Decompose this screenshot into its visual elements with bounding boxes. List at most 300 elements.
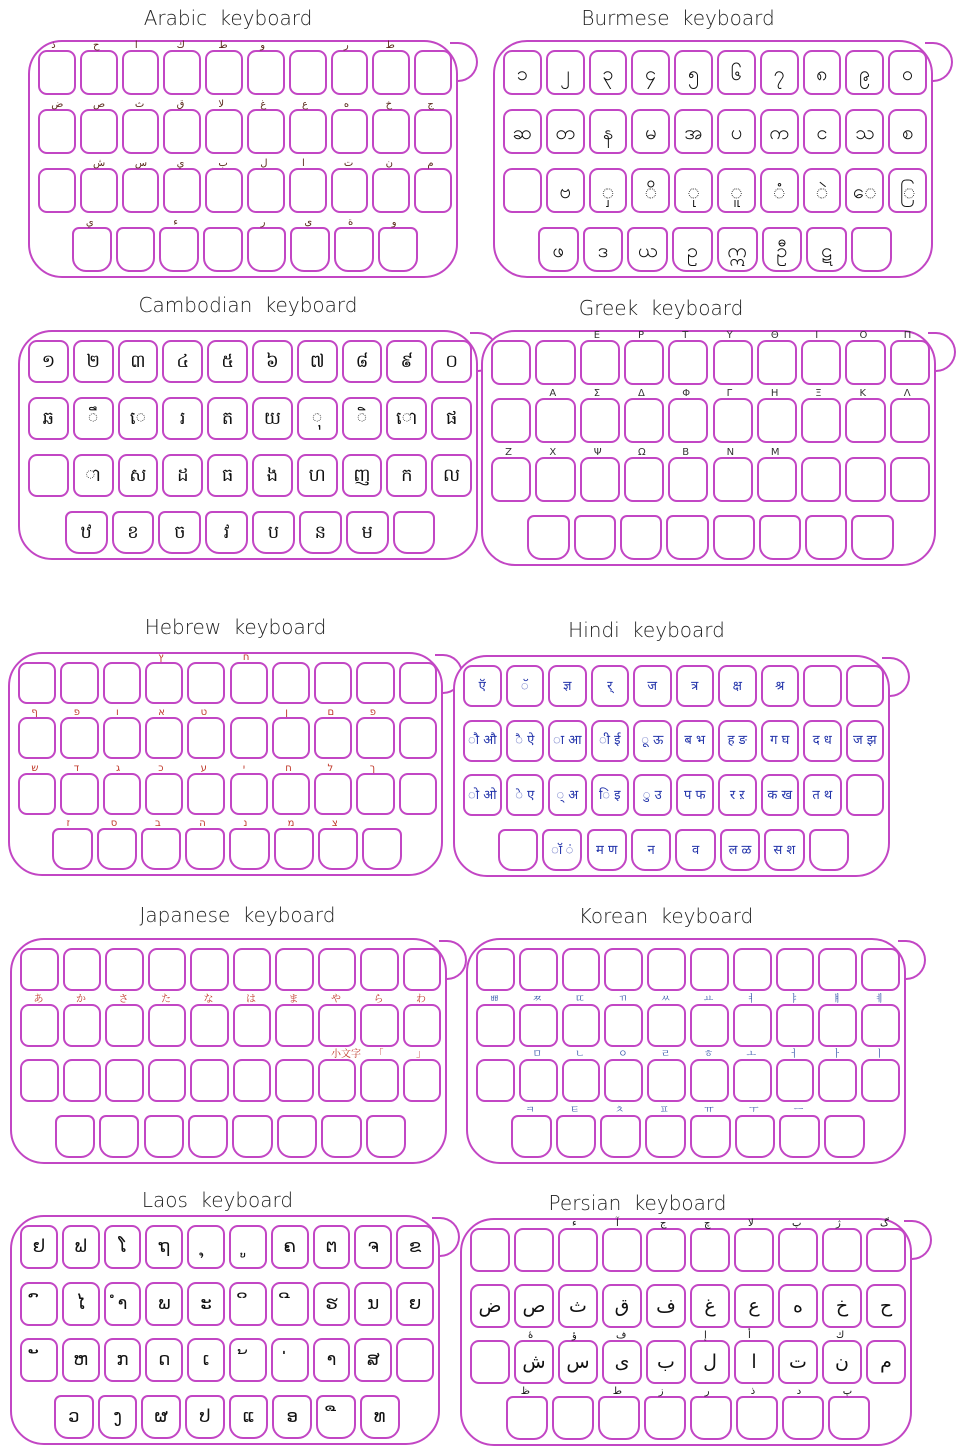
japanese-key-r1-c8[interactable] (318, 948, 357, 991)
hebrew-key-r3-c9[interactable] (356, 773, 394, 815)
korean-key-r1-c8[interactable] (776, 948, 815, 991)
japanese-key-r3-c8[interactable] (318, 1059, 357, 1102)
laos-key-r2-c10[interactable]: ຍ (396, 1282, 434, 1326)
hebrew-key-r3-c8[interactable] (314, 773, 352, 815)
greek-key-r3-c10[interactable] (890, 457, 930, 502)
hebrew-key-r1-c10[interactable] (399, 662, 437, 704)
hebrew-key-r4-c7[interactable] (318, 828, 358, 870)
laos-key-r3-c3[interactable]: ກ (104, 1338, 142, 1382)
laos-key-r4-c4[interactable]: ປ (185, 1395, 225, 1439)
cambodian-key-r1-c9[interactable]: ៩ (386, 340, 427, 383)
greek-key-r4-c8[interactable] (851, 515, 893, 560)
japanese-key-r2-c6[interactable] (233, 1004, 272, 1047)
cambodian-key-r1-c6[interactable]: ៦ (252, 340, 293, 383)
hindi-key-r3-c3[interactable]: ् अ (548, 774, 587, 816)
cambodian-key-r3-c7[interactable]: ហ (297, 454, 338, 497)
laos-key-r3-c8[interactable]: າ (313, 1338, 351, 1382)
arabic-key-r1-c3[interactable] (122, 50, 160, 95)
greek-key-r1-c8[interactable] (801, 340, 841, 385)
korean-key-r2-c7[interactable] (733, 1004, 772, 1047)
arabic-key-r3-c5[interactable] (205, 168, 243, 213)
laos-key-r2-c8[interactable]: ຮ (313, 1282, 351, 1326)
hindi-key-r1-c3[interactable]: ज्ञ (548, 665, 587, 707)
hebrew-key-r2-c1[interactable] (18, 717, 56, 759)
cambodian-key-r4-c7[interactable]: ម (346, 511, 389, 554)
greek-key-r3-c9[interactable] (845, 457, 885, 502)
greek-key-r1-c5[interactable] (668, 340, 708, 385)
arabic-key-r1-c1[interactable] (38, 50, 76, 95)
hebrew-key-r2-c4[interactable] (145, 717, 183, 759)
korean-key-r3-c6[interactable] (690, 1059, 729, 1102)
burmese-key-r2-c9[interactable]: သ (845, 109, 884, 154)
burmese-key-r1-c10[interactable]: ၀ (888, 50, 927, 95)
hindi-key-r1-c6[interactable]: त्र (676, 665, 715, 707)
korean-key-r3-c3[interactable] (562, 1059, 601, 1102)
cambodian-key-r3-c9[interactable]: ក (386, 454, 427, 497)
greek-key-r3-c8[interactable] (801, 457, 841, 502)
burmese-key-r1-c5[interactable]: ၅ (674, 50, 713, 95)
laos-key-r1-c4[interactable]: ຖ (145, 1225, 183, 1269)
korean-key-r2-c1[interactable] (476, 1004, 515, 1047)
japanese-key-r2-c2[interactable] (63, 1004, 102, 1047)
burmese-key-r2-c3[interactable]: န (589, 109, 628, 154)
persian-key-r1-c5[interactable] (646, 1228, 686, 1272)
burmese-key-r4-c7[interactable]: ဋ (806, 227, 847, 272)
persian-key-r4-c4[interactable] (644, 1396, 686, 1440)
japanese-key-r1-c9[interactable] (360, 948, 399, 991)
hindi-key-r2-c3[interactable]: ा आ (548, 720, 587, 762)
laos-key-r1-c3[interactable]: ໂ (104, 1225, 142, 1269)
persian-key-r1-c10[interactable] (866, 1228, 906, 1272)
greek-key-r2-c1[interactable] (491, 398, 531, 443)
greek-key-r1-c9[interactable] (845, 340, 885, 385)
arabic-key-r3-c6[interactable] (247, 168, 285, 213)
hindi-key-r2-c5[interactable]: ू ऊ (633, 720, 672, 762)
laos-key-r2-c9[interactable]: ນ (354, 1282, 392, 1326)
persian-key-r2-c3[interactable]: ث (558, 1284, 598, 1328)
greek-key-r3-c6[interactable] (713, 457, 753, 502)
korean-key-r2-c5[interactable] (647, 1004, 686, 1047)
laos-key-r2-c3[interactable]: ຳ (104, 1282, 142, 1326)
laos-key-r3-c7[interactable] (271, 1338, 309, 1382)
persian-key-r2-c2[interactable]: ص (514, 1284, 554, 1328)
japanese-key-r1-c10[interactable] (403, 948, 442, 991)
japanese-key-r4-c3[interactable] (144, 1115, 184, 1158)
hindi-key-r4-c3[interactable]: म ण (587, 829, 627, 871)
laos-key-r2-c7[interactable] (271, 1282, 309, 1326)
greek-key-r1-c2[interactable] (535, 340, 575, 385)
korean-key-r4-c6[interactable] (735, 1115, 776, 1158)
korean-key-r3-c4[interactable] (604, 1059, 643, 1102)
hebrew-key-r1-c3[interactable] (103, 662, 141, 704)
persian-key-r4-c2[interactable] (552, 1396, 594, 1440)
japanese-key-r4-c6[interactable] (277, 1115, 317, 1158)
arabic-key-r3-c1[interactable] (38, 168, 76, 213)
burmese-key-r1-c9[interactable]: ၉ (845, 50, 884, 95)
laos-key-r2-c1[interactable] (20, 1282, 58, 1326)
japanese-key-r2-c7[interactable] (275, 1004, 314, 1047)
hebrew-key-r1-c4[interactable] (145, 662, 183, 704)
cambodian-key-r1-c4[interactable]: ៤ (162, 340, 203, 383)
japanese-key-r4-c5[interactable] (232, 1115, 272, 1158)
korean-key-r2-c2[interactable] (519, 1004, 558, 1047)
arabic-key-r2-c9[interactable] (372, 109, 410, 154)
arabic-key-r3-c8[interactable] (331, 168, 369, 213)
cambodian-key-r1-c2[interactable]: ២ (73, 340, 114, 383)
cambodian-key-r1-c1[interactable]: ១ (28, 340, 69, 383)
burmese-key-r4-c4[interactable]: ဥ (672, 227, 713, 272)
hindi-key-r2-c6[interactable]: ब भ (676, 720, 715, 762)
cambodian-key-r4-c2[interactable]: ខ (112, 511, 155, 554)
korean-key-r2-c4[interactable] (604, 1004, 643, 1047)
laos-key-r2-c6[interactable] (229, 1282, 267, 1326)
hebrew-key-r3-c7[interactable] (272, 773, 310, 815)
korean-key-r4-c1[interactable] (511, 1115, 552, 1158)
persian-key-r1-c1[interactable] (470, 1228, 510, 1272)
burmese-key-r1-c7[interactable]: ၇ (760, 50, 799, 95)
laos-key-r4-c8[interactable]: ທ (360, 1395, 400, 1439)
hindi-key-r2-c8[interactable]: ग घ (761, 720, 800, 762)
greek-key-r2-c4[interactable] (624, 398, 664, 443)
korean-key-r2-c8[interactable] (776, 1004, 815, 1047)
cambodian-key-r1-c10[interactable]: ០ (431, 340, 472, 383)
cambodian-key-r2-c4[interactable]: រ (162, 397, 203, 440)
arabic-key-r2-c7[interactable] (289, 109, 327, 154)
cambodian-key-r2-c3[interactable]: េ (118, 397, 159, 440)
greek-key-r4-c3[interactable] (620, 515, 662, 560)
burmese-key-r3-c10[interactable]: ြ (888, 168, 927, 213)
hindi-key-r3-c7[interactable]: र ऱ (718, 774, 757, 816)
japanese-key-r2-c4[interactable] (148, 1004, 187, 1047)
cambodian-key-r2-c7[interactable]: ុ (297, 397, 338, 440)
cambodian-key-r1-c3[interactable]: ៣ (118, 340, 159, 383)
greek-key-r3-c5[interactable] (668, 457, 708, 502)
greek-key-r2-c5[interactable] (668, 398, 708, 443)
hindi-key-r4-c6[interactable]: ल ळ (720, 829, 760, 871)
greek-key-r1-c7[interactable] (757, 340, 797, 385)
japanese-key-r3-c5[interactable] (190, 1059, 229, 1102)
persian-key-r4-c5[interactable] (690, 1396, 732, 1440)
japanese-key-r3-c10[interactable] (403, 1059, 442, 1102)
korean-key-r4-c3[interactable] (600, 1115, 641, 1158)
hindi-key-r3-c6[interactable]: प फ (676, 774, 715, 816)
hindi-key-r2-c9[interactable]: द ध (803, 720, 842, 762)
persian-key-r3-c2[interactable]: ش (514, 1340, 554, 1384)
arabic-key-r4-c2[interactable] (116, 227, 156, 272)
arabic-key-r2-c4[interactable] (163, 109, 201, 154)
greek-key-r1-c3[interactable] (580, 340, 620, 385)
japanese-key-r2-c8[interactable] (318, 1004, 357, 1047)
japanese-key-r3-c9[interactable] (360, 1059, 399, 1102)
arabic-key-r3-c2[interactable] (80, 168, 118, 213)
persian-key-r4-c8[interactable] (828, 1396, 870, 1440)
korean-key-r4-c2[interactable] (556, 1115, 597, 1158)
hindi-key-r4-c5[interactable]: व (675, 829, 715, 871)
hebrew-key-r1-c9[interactable] (356, 662, 394, 704)
laos-key-r3-c1[interactable] (20, 1338, 58, 1382)
burmese-key-r1-c8[interactable]: ၈ (803, 50, 842, 95)
burmese-key-r4-c3[interactable]: ယ (627, 227, 668, 272)
arabic-key-r2-c3[interactable] (122, 109, 160, 154)
burmese-key-r1-c1[interactable]: ၁ (503, 50, 542, 95)
hebrew-key-r2-c2[interactable] (60, 717, 98, 759)
hindi-key-r1-c8[interactable]: श्र (761, 665, 800, 707)
arabic-key-r2-c2[interactable] (80, 109, 118, 154)
hindi-key-r2-c10[interactable]: ज झ (846, 720, 885, 762)
greek-key-r2-c2[interactable] (535, 398, 575, 443)
persian-key-r4-c6[interactable] (736, 1396, 778, 1440)
laos-key-r3-c5[interactable]: ເ (187, 1338, 225, 1382)
cambodian-key-r3-c10[interactable]: ល (431, 454, 472, 497)
greek-key-r1-c1[interactable] (491, 340, 531, 385)
korean-key-r4-c7[interactable] (779, 1115, 820, 1158)
burmese-key-r3-c8[interactable]: ဲ (803, 168, 842, 213)
persian-key-r1-c4[interactable] (602, 1228, 642, 1272)
korean-key-r2-c10[interactable] (861, 1004, 900, 1047)
hebrew-key-r2-c3[interactable] (103, 717, 141, 759)
burmese-key-r2-c2[interactable]: တ (546, 109, 585, 154)
arabic-key-r2-c1[interactable] (38, 109, 76, 154)
korean-key-r4-c4[interactable] (645, 1115, 686, 1158)
burmese-key-r3-c5[interactable]: ု (674, 168, 713, 213)
korean-key-r3-c2[interactable] (519, 1059, 558, 1102)
persian-key-r1-c3[interactable] (558, 1228, 598, 1272)
greek-key-r4-c2[interactable] (574, 515, 616, 560)
hebrew-key-r4-c5[interactable] (229, 828, 269, 870)
japanese-key-r1-c7[interactable] (275, 948, 314, 991)
hebrew-key-r4-c8[interactable] (362, 828, 402, 870)
laos-key-r1-c8[interactable]: ຕ (313, 1225, 351, 1269)
burmese-key-r2-c10[interactable]: စ (888, 109, 927, 154)
japanese-key-r1-c2[interactable] (63, 948, 102, 991)
hindi-key-r2-c1[interactable]: ौ औ (463, 720, 502, 762)
greek-key-r3-c1[interactable] (491, 457, 531, 502)
persian-key-r1-c6[interactable] (690, 1228, 730, 1272)
arabic-key-r2-c10[interactable] (414, 109, 452, 154)
greek-key-r1-c10[interactable] (890, 340, 930, 385)
hebrew-key-r2-c5[interactable] (187, 717, 225, 759)
greek-key-r1-c4[interactable] (624, 340, 664, 385)
laos-key-r3-c4[interactable]: ດ (145, 1338, 183, 1382)
hebrew-key-r2-c9[interactable] (356, 717, 394, 759)
laos-key-r4-c2[interactable]: ງ (98, 1395, 138, 1439)
hindi-key-r2-c2[interactable]: ै ऐ (506, 720, 545, 762)
japanese-key-r2-c1[interactable] (20, 1004, 59, 1047)
cambodian-key-r4-c8[interactable] (393, 511, 436, 554)
greek-key-r1-c6[interactable] (713, 340, 753, 385)
hebrew-key-r3-c2[interactable] (60, 773, 98, 815)
arabic-key-r4-c8[interactable] (378, 227, 418, 272)
korean-key-r1-c6[interactable] (690, 948, 729, 991)
arabic-key-r1-c8[interactable] (331, 50, 369, 95)
persian-key-r2-c8[interactable]: ه (778, 1284, 818, 1328)
cambodian-key-r3-c2[interactable]: ា (73, 454, 114, 497)
hebrew-key-r1-c6[interactable] (230, 662, 268, 704)
cambodian-key-r3-c3[interactable]: ស (118, 454, 159, 497)
laos-key-r1-c10[interactable]: ຂ (396, 1225, 434, 1269)
burmese-key-r3-c6[interactable]: ူ (717, 168, 756, 213)
burmese-key-r3-c1[interactable] (503, 168, 542, 213)
arabic-key-r1-c9[interactable] (372, 50, 410, 95)
burmese-key-r2-c8[interactable]: င (803, 109, 842, 154)
burmese-key-r3-c9[interactable]: ေ (845, 168, 884, 213)
korean-key-r2-c9[interactable] (818, 1004, 857, 1047)
korean-key-r1-c9[interactable] (818, 948, 857, 991)
hindi-key-r1-c7[interactable]: क्ष (718, 665, 757, 707)
hindi-key-r2-c7[interactable]: ह ङ (718, 720, 757, 762)
japanese-key-r2-c10[interactable] (403, 1004, 442, 1047)
hindi-key-r4-c8[interactable] (809, 829, 849, 871)
japanese-key-r4-c2[interactable] (99, 1115, 139, 1158)
persian-key-r4-c7[interactable] (782, 1396, 824, 1440)
arabic-key-r1-c6[interactable] (247, 50, 285, 95)
greek-key-r4-c6[interactable] (759, 515, 801, 560)
hebrew-key-r3-c4[interactable] (145, 773, 183, 815)
cambodian-key-r3-c6[interactable]: ង (252, 454, 293, 497)
hebrew-key-r2-c8[interactable] (314, 717, 352, 759)
cambodian-key-r1-c5[interactable]: ៥ (207, 340, 248, 383)
hebrew-key-r3-c10[interactable] (399, 773, 437, 815)
greek-key-r3-c3[interactable] (580, 457, 620, 502)
hindi-key-r1-c1[interactable]: ऍ (463, 665, 502, 707)
arabic-key-r4-c4[interactable] (203, 227, 243, 272)
japanese-key-r3-c2[interactable] (63, 1059, 102, 1102)
arabic-key-r2-c5[interactable] (205, 109, 243, 154)
laos-key-r1-c5[interactable] (187, 1225, 225, 1269)
persian-key-r4-c1[interactable] (506, 1396, 548, 1440)
korean-key-r3-c7[interactable] (733, 1059, 772, 1102)
arabic-key-r3-c10[interactable] (414, 168, 452, 213)
hebrew-key-r3-c5[interactable] (187, 773, 225, 815)
hebrew-key-r4-c2[interactable] (97, 828, 137, 870)
hindi-key-r3-c2[interactable]: े ए (506, 774, 545, 816)
persian-key-r3-c1[interactable] (470, 1340, 510, 1384)
hindi-key-r4-c7[interactable]: स श (764, 829, 804, 871)
japanese-key-r4-c8[interactable] (366, 1115, 406, 1158)
korean-key-r1-c1[interactable] (476, 948, 515, 991)
persian-key-r3-c9[interactable]: ن (822, 1340, 862, 1384)
greek-key-r4-c4[interactable] (666, 515, 708, 560)
hindi-key-r4-c4[interactable]: न (631, 829, 671, 871)
arabic-key-r2-c8[interactable] (331, 109, 369, 154)
laos-key-r2-c4[interactable]: ພ (145, 1282, 183, 1326)
hebrew-key-r4-c1[interactable] (52, 828, 92, 870)
burmese-key-r1-c3[interactable]: ၃ (589, 50, 628, 95)
cambodian-key-r2-c6[interactable]: យ (252, 397, 293, 440)
japanese-key-r1-c3[interactable] (105, 948, 144, 991)
greek-key-r2-c9[interactable] (845, 398, 885, 443)
greek-key-r4-c1[interactable] (527, 515, 569, 560)
greek-key-r2-c3[interactable] (580, 398, 620, 443)
cambodian-key-r2-c2[interactable]: ឹ (73, 397, 114, 440)
korean-key-r3-c9[interactable] (818, 1059, 857, 1102)
persian-key-r3-c8[interactable]: ت (778, 1340, 818, 1384)
cambodian-key-r2-c1[interactable]: ឆ (28, 397, 69, 440)
japanese-key-r3-c3[interactable] (105, 1059, 144, 1102)
hindi-key-r1-c5[interactable]: ज (633, 665, 672, 707)
arabic-key-r4-c3[interactable] (159, 227, 199, 272)
greek-key-r2-c7[interactable] (757, 398, 797, 443)
burmese-key-r2-c5[interactable]: အ (674, 109, 713, 154)
hindi-key-r1-c9[interactable] (803, 665, 842, 707)
laos-key-r1-c9[interactable]: ຈ (354, 1225, 392, 1269)
japanese-key-r3-c6[interactable] (233, 1059, 272, 1102)
persian-key-r3-c3[interactable]: س (558, 1340, 598, 1384)
arabic-key-r1-c7[interactable] (289, 50, 327, 95)
cambodian-key-r4-c4[interactable]: វ (205, 511, 248, 554)
persian-key-r1-c8[interactable] (778, 1228, 818, 1272)
greek-key-r4-c5[interactable] (713, 515, 755, 560)
arabic-key-r3-c9[interactable] (372, 168, 410, 213)
arabic-key-r1-c2[interactable] (80, 50, 118, 95)
burmese-key-r4-c5[interactable]: ဣ (717, 227, 758, 272)
burmese-key-r3-c7[interactable]: ံ (760, 168, 799, 213)
laos-key-r1-c2[interactable]: ຟ (62, 1225, 100, 1269)
persian-key-r2-c1[interactable]: ض (470, 1284, 510, 1328)
arabic-key-r4-c7[interactable] (334, 227, 374, 272)
hebrew-key-r4-c3[interactable] (141, 828, 181, 870)
persian-key-r2-c4[interactable]: ق (602, 1284, 642, 1328)
arabic-key-r1-c5[interactable] (205, 50, 243, 95)
persian-key-r3-c5[interactable]: ب (646, 1340, 686, 1384)
cambodian-key-r3-c8[interactable]: ញ (342, 454, 383, 497)
hebrew-key-r2-c6[interactable] (230, 717, 268, 759)
hindi-key-r3-c1[interactable]: ो ओ (463, 774, 502, 816)
hebrew-key-r1-c7[interactable] (272, 662, 310, 704)
hindi-key-r3-c9[interactable]: त थ (803, 774, 842, 816)
cambodian-key-r1-c7[interactable]: ៧ (297, 340, 338, 383)
cambodian-key-r3-c4[interactable]: ដ (162, 454, 203, 497)
persian-key-r1-c7[interactable] (734, 1228, 774, 1272)
arabic-key-r4-c6[interactable] (290, 227, 330, 272)
hebrew-key-r1-c8[interactable] (314, 662, 352, 704)
persian-key-r2-c6[interactable]: غ (690, 1284, 730, 1328)
laos-key-r3-c2[interactable]: ຫ (62, 1338, 100, 1382)
arabic-key-r3-c3[interactable] (122, 168, 160, 213)
greek-key-r3-c4[interactable] (624, 457, 664, 502)
cambodian-key-r4-c3[interactable]: ច (158, 511, 201, 554)
greek-key-r3-c7[interactable] (757, 457, 797, 502)
hindi-key-r1-c10[interactable] (846, 665, 885, 707)
korean-key-r3-c8[interactable] (776, 1059, 815, 1102)
greek-key-r2-c8[interactable] (801, 398, 841, 443)
laos-key-r1-c7[interactable]: ຄ (271, 1225, 309, 1269)
greek-key-r3-c2[interactable] (535, 457, 575, 502)
hebrew-key-r1-c2[interactable] (60, 662, 98, 704)
arabic-key-r4-c5[interactable] (247, 227, 287, 272)
laos-key-r2-c5[interactable]: ະ (187, 1282, 225, 1326)
burmese-key-r4-c2[interactable]: ဒ (583, 227, 624, 272)
korean-key-r1-c2[interactable] (519, 948, 558, 991)
korean-key-r1-c10[interactable] (861, 948, 900, 991)
japanese-key-r2-c5[interactable] (190, 1004, 229, 1047)
korean-key-r1-c7[interactable] (733, 948, 772, 991)
japanese-key-r4-c4[interactable] (188, 1115, 228, 1158)
persian-key-r3-c7[interactable]: ا (734, 1340, 774, 1384)
korean-key-r3-c1[interactable] (476, 1059, 515, 1102)
persian-key-r1-c9[interactable] (822, 1228, 862, 1272)
laos-key-r4-c3[interactable]: ຜ (141, 1395, 181, 1439)
arabic-key-r2-c6[interactable] (247, 109, 285, 154)
laos-key-r3-c6[interactable] (229, 1338, 267, 1382)
japanese-key-r2-c9[interactable] (360, 1004, 399, 1047)
korean-key-r1-c4[interactable] (604, 948, 643, 991)
hebrew-key-r1-c1[interactable] (18, 662, 56, 704)
hindi-key-r3-c4[interactable]: ि इ (591, 774, 630, 816)
japanese-key-r3-c4[interactable] (148, 1059, 187, 1102)
cambodian-key-r2-c10[interactable]: ផ (431, 397, 472, 440)
hindi-key-r3-c10[interactable] (846, 774, 885, 816)
